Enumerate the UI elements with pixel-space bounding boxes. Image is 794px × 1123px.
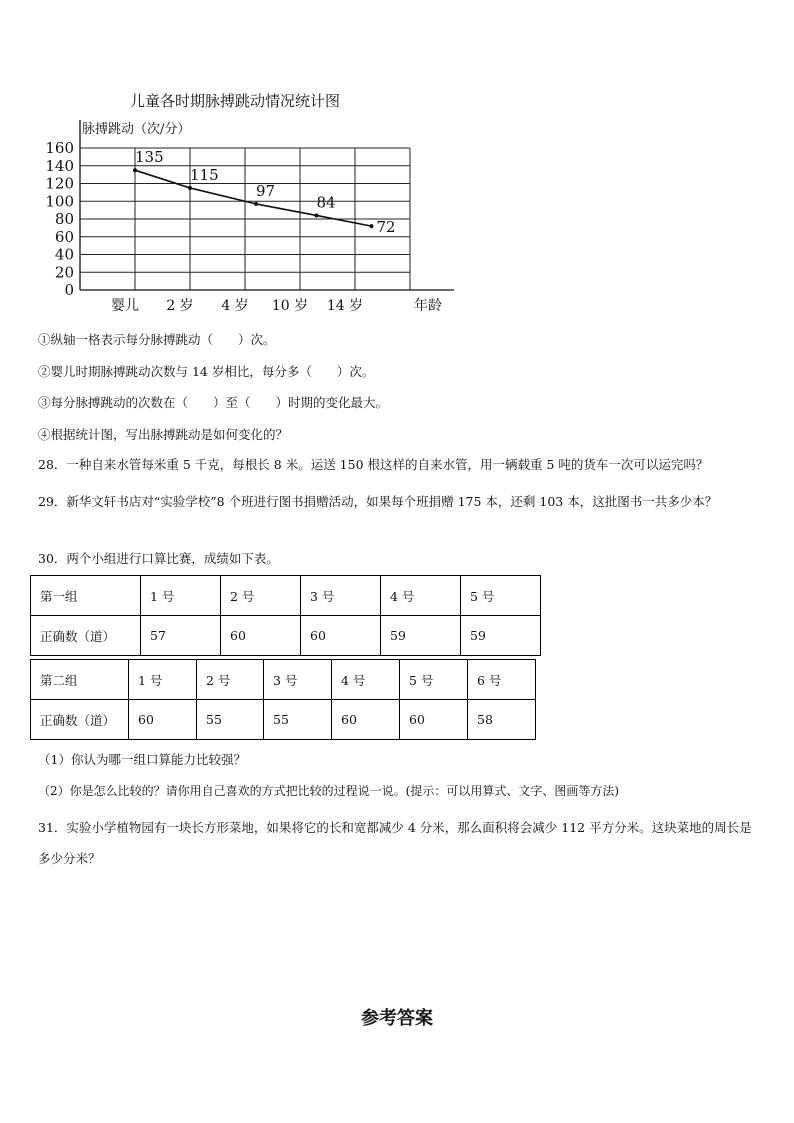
- table-cell: 第一组: [31, 576, 141, 616]
- table-cell: 60: [221, 616, 301, 656]
- table-cell: 5 号: [461, 576, 541, 616]
- x-tick-labels: [111, 297, 363, 314]
- table-cell: 4 号: [381, 576, 461, 616]
- y-tick-label: 160: [45, 139, 74, 157]
- score-table-group-2: [30, 659, 536, 740]
- x-axis-label: 年龄: [414, 298, 442, 314]
- table-cell: 正确数（道）: [31, 616, 141, 656]
- question-27-2: ②婴儿时期脉搏跳动次数与 14 岁相比，每分多（ ）次。: [38, 364, 375, 379]
- table-row: [31, 616, 541, 656]
- data-point: [254, 202, 258, 206]
- y-tick-labels: [45, 139, 74, 299]
- table-cell: 55: [197, 700, 264, 740]
- table-row: [31, 576, 541, 616]
- table-cell: 3 号: [264, 660, 332, 700]
- table-cell: 1 号: [141, 576, 221, 616]
- y-tick-label: 40: [54, 245, 74, 264]
- data-point: [188, 186, 192, 190]
- question-27-1: ①纵轴一格表示每分脉搏跳动（ ）次。: [38, 332, 276, 347]
- chart-grid: [80, 120, 454, 290]
- table-cell: 第二组: [31, 660, 129, 700]
- question-31: 31．实验小学植物园有一块长方形菜地，如果将它的长和宽都减少 4 分米，那么面积将会减少 112 平方分米。这块菜地的周长是多少分米？: [38, 820, 752, 866]
- table-cell: 2 号: [197, 660, 264, 700]
- data-label: 84: [316, 193, 336, 212]
- data-label: 135: [135, 148, 164, 167]
- table-cell: 60: [129, 700, 197, 740]
- table-cell: 60: [400, 700, 468, 740]
- table-cell: 5 号: [400, 660, 468, 700]
- table-cell: 58: [468, 700, 536, 740]
- table-cell: 59: [381, 616, 461, 656]
- table-cell: 2 号: [221, 576, 301, 616]
- table-cell: 6 号: [468, 660, 536, 700]
- question-27-3: ③每分脉搏跳动的次数在（ ）至（ ）时期的变化最大。: [38, 395, 389, 410]
- pulse-line-chart: [30, 82, 470, 322]
- y-tick-label: 80: [54, 210, 74, 228]
- table-row: [31, 700, 536, 740]
- chart-title: 儿童各时期脉搏跳动情况统计图: [129, 92, 341, 110]
- question-30-2: （2）你是怎么比较的？请你用自己喜欢的方式把比较的过程说一说。(提示：可以用算式、文字、图画等方法): [38, 784, 620, 798]
- table-cell: 59: [461, 616, 541, 656]
- table-cell: 60: [332, 700, 400, 740]
- x-tick-label: 14 岁: [326, 298, 364, 314]
- y-axis-label: 脉搏跳动（次/分）: [82, 122, 191, 137]
- y-tick-label: 100: [45, 192, 74, 211]
- table-cell: 1 号: [129, 660, 197, 700]
- x-tick-label: 4 岁: [221, 298, 249, 314]
- data-point: [315, 213, 319, 217]
- table-cell: 55: [264, 700, 332, 740]
- data-label: 97: [256, 181, 276, 200]
- table-cell: 60: [301, 616, 381, 656]
- question-28: 28．一种自来水管每米重 5 千克，每根长 8 米。运送 150 根这样的自来水管，用一辆载重 5 吨的货车一次可以运完吗？: [38, 457, 709, 472]
- data-label: 115: [190, 165, 219, 184]
- pulse-line: [135, 170, 372, 226]
- x-tick-label: 2 岁: [166, 298, 194, 314]
- data-label: 72: [376, 218, 396, 237]
- score-table-group-1: [30, 575, 541, 656]
- question-30: 30．两个小组进行口算比赛，成绩如下表。: [38, 551, 279, 566]
- question-30-1: （1）你认为哪一组口算能力比较强？: [38, 752, 246, 767]
- y-tick-label: 120: [45, 174, 74, 193]
- data-point: [370, 224, 374, 228]
- y-tick-label: 0: [64, 281, 74, 299]
- y-tick-label: 140: [45, 156, 74, 175]
- table-cell: 4 号: [332, 660, 400, 700]
- table-cell: 正确数（道）: [31, 700, 129, 740]
- x-tick-label: 婴儿: [111, 298, 139, 314]
- y-tick-label: 20: [54, 263, 74, 282]
- answer-section-title: 参考答案: [361, 1008, 433, 1029]
- question-27-4: ④根据统计图，写出脉搏跳动是如何变化的？: [38, 427, 289, 442]
- y-tick-label: 60: [54, 227, 74, 246]
- question-29: 29．新华文轩书店对“实验学校”8 个班进行图书捐赠活动，如果每个班捐赠 175 本，还剩 103 本，这批图书一共多少本？: [38, 494, 718, 509]
- data-point: [133, 168, 137, 172]
- x-tick-label: 10 岁: [271, 298, 309, 314]
- table-cell: 57: [141, 616, 221, 656]
- pulse-series: [133, 148, 396, 236]
- table-row: [31, 660, 536, 700]
- table-cell: 3 号: [301, 576, 381, 616]
